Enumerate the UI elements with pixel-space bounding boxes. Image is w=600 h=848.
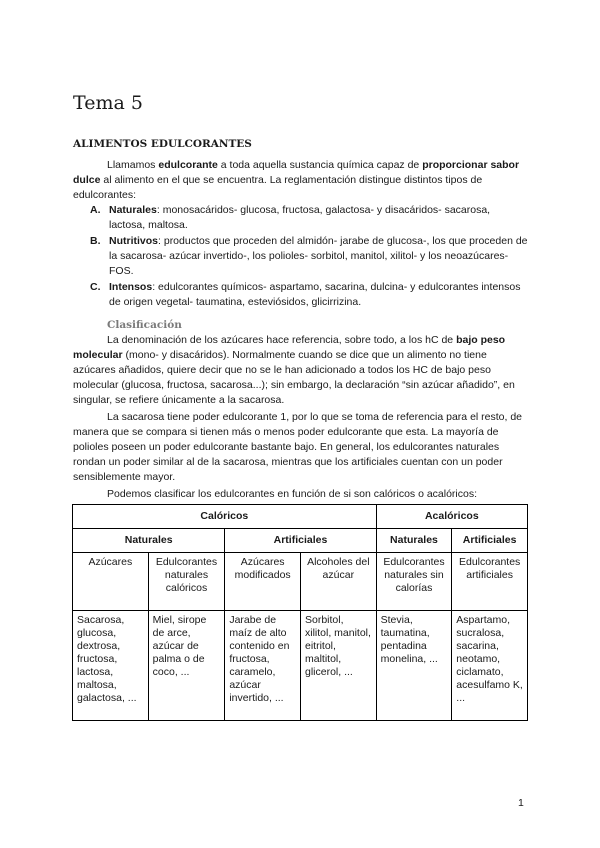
table-cell: Aspartamo, sucralosa, sacarina, neotamo, ciclamato, acesulfamo K, ... bbox=[452, 611, 528, 721]
subheader-naturales-acaloricos: Naturales bbox=[376, 529, 452, 553]
header-acaloricos: Acalóricos bbox=[376, 505, 527, 529]
types-list bbox=[73, 203, 528, 311]
table-row bbox=[73, 611, 528, 721]
section-heading: ALIMENTOS EDULCORANTES bbox=[73, 138, 252, 150]
table-cell: Sorbitol, xilitol, manitol, eitritol, maltitol, glicerol, ... bbox=[300, 611, 376, 721]
table-cell: Jarabe de maíz de alto contenido en fructosa, caramelo, azúcar invertido, ... bbox=[225, 611, 301, 721]
classification-heading: Clasificación bbox=[107, 319, 182, 331]
column-header: Edulcorantes naturales sin calorías bbox=[376, 553, 452, 611]
paragraph-table-intro: Podemos clasificar los edulcorantes en función de si son calóricos o acalóricos: bbox=[107, 488, 478, 500]
table-cell: Miel, sirope de arce, azúcar de palma o de coco, ... bbox=[148, 611, 225, 721]
list-item: A. Naturales: monosacáridos- glucosa, fructosa, galactosa- y disacáridos- sacarosa, lactosa, maltosa. bbox=[90, 204, 491, 231]
intro-paragraph: Llamamos edulcorante a toda aquella sustancia química capaz de proporcionar sabor dulce al alimento en el que se encuentra. La reglamentación distingue distintos tipos de edulcorantes: bbox=[73, 159, 520, 201]
term-bajo-peso-molecular: bajo peso molecular bbox=[73, 334, 506, 361]
header-caloricos: Calóricos bbox=[73, 505, 377, 529]
paragraph-sweetening-power: La sacarosa tiene poder edulcorante 1, por lo que se toma de referencia para el resto, de manera que se compara si tienen más o menos poder edulcorante que esta. La mayoría de polioles poseen un poder edulcorante bastante bajo. En general, los edulcorantes naturales rondan un poder similar al de la sacarosa, mientras que los artificiales cuentan con un poder sensiblemente mayor. bbox=[73, 411, 523, 483]
list-item: B. Nutritivos: productos que proceden del almidón- jarabe de glucosa-, los que proceden de la sacarosa- azúcar invertido-, los polioles- sorbitol, manitol, xilitol- y los neoazúcares- FOS. bbox=[90, 235, 528, 277]
paragraph-low-molecular-weight: La denominación de los azúcares hace referencia, sobre todo, a los hC de bajo peso molecular (mono- y disacáridos). Normalmente cuando se dice que un alimento no tiene azúcares añadidos, quiere decir que no se le han adicionado a todos los HC de bajo peso molecular (glucosa, fructosa, sacarosa...); sin embargo, la declaración “sin azúcar añadido”, en singular, se refiere únicamente a la sacarosa. bbox=[73, 334, 515, 406]
term-sabor-dulce: proporcionar sabor dulce bbox=[73, 159, 520, 186]
column-header: Alcoholes del azúcar bbox=[300, 553, 376, 611]
column-header: Edulcorantes naturales calóricos bbox=[148, 553, 225, 611]
column-header: Azúcares bbox=[73, 553, 149, 611]
list-marker: C. bbox=[90, 281, 101, 293]
table-cell: Stevia, taumatina, pentadina monelina, ... bbox=[376, 611, 452, 721]
column-header: Azúcares modificados bbox=[225, 553, 301, 611]
table-cell: Sacarosa, glucosa, dextrosa, fructosa, lactosa, maltosa, galactosa, ... bbox=[73, 611, 149, 721]
list-item: C. Intensos: edulcorantes químicos- aspartamo, sacarina, dulcina- y edulcorantes intensos de origen vegetal- taumatina, esteviósidos, glicirrizina. bbox=[90, 281, 521, 308]
subheader-artificiales-caloricos: Artificiales bbox=[225, 529, 376, 553]
subheader-artificiales-acaloricos: Artificiales bbox=[452, 529, 528, 553]
list-marker: A. bbox=[90, 204, 101, 216]
column-header: Edulcorantes artificiales bbox=[452, 553, 528, 611]
sweeteners-table bbox=[72, 504, 528, 721]
classification-text bbox=[73, 333, 528, 502]
term-edulcorante: edulcorante bbox=[158, 159, 218, 171]
list-marker: B. bbox=[90, 235, 101, 247]
subheader-naturales-caloricos: Naturales bbox=[73, 529, 225, 553]
page-title: Tema 5 bbox=[73, 92, 143, 114]
page-number: 1 bbox=[518, 797, 524, 809]
